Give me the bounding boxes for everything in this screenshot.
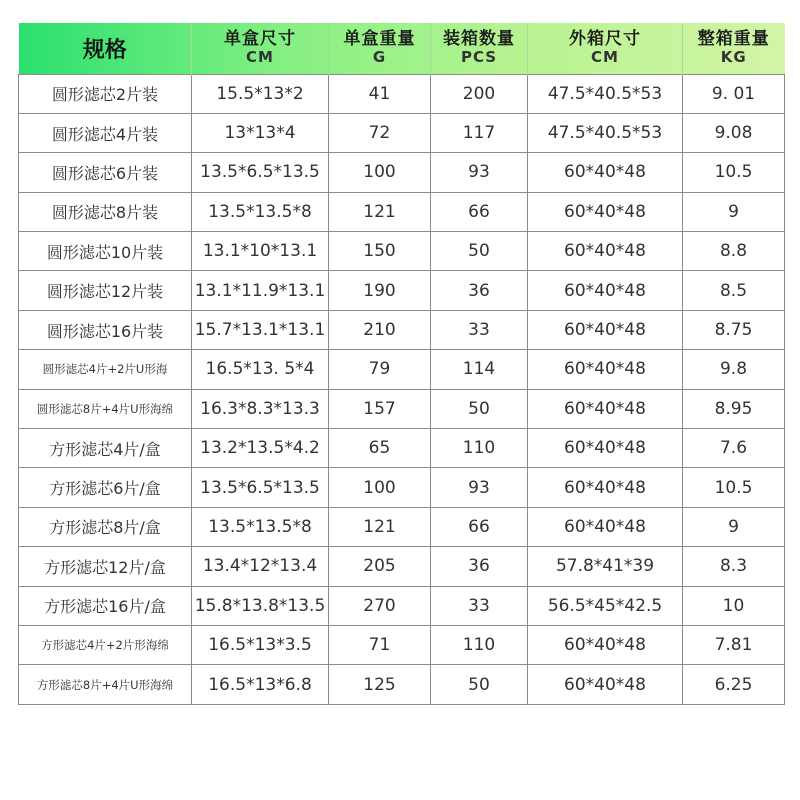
carton-size-cell: 60*40*48 bbox=[528, 232, 683, 271]
header-label: 外箱尺寸 bbox=[569, 29, 641, 50]
spec-cell: 圆形滤芯10片装 bbox=[19, 232, 192, 271]
carton-size-cell: 60*40*48 bbox=[528, 625, 683, 664]
carton-size-cell: 60*40*48 bbox=[528, 192, 683, 231]
box-size-cell: 13.5*6.5*13.5 bbox=[192, 468, 329, 507]
carton-size-cell: 60*40*48 bbox=[528, 468, 683, 507]
header-spec-label: 规格 bbox=[82, 37, 127, 63]
header-unit: CM bbox=[246, 48, 274, 67]
table-row bbox=[19, 74, 785, 113]
carton-size-cell: 47.5*40.5*53 bbox=[528, 74, 683, 113]
carton-weight-cell: 8.75 bbox=[683, 310, 785, 349]
header-label: 单盒尺寸 bbox=[224, 29, 296, 50]
box-weight-cell: 190 bbox=[329, 271, 431, 310]
carton-weight-cell: 9 bbox=[683, 192, 785, 231]
spec-cell: 圆形滤芯2片装 bbox=[19, 74, 192, 113]
spec-cell: 方形滤芯6片/盒 bbox=[19, 468, 192, 507]
box-weight-cell: 210 bbox=[329, 310, 431, 349]
header-label: 装箱数量 bbox=[443, 29, 515, 50]
table-row bbox=[19, 310, 785, 349]
spec-cell: 圆形滤芯6片装 bbox=[19, 153, 192, 192]
carton-weight-cell: 7.6 bbox=[683, 429, 785, 468]
box-size-cell: 13*13*4 bbox=[192, 113, 329, 152]
table-header bbox=[19, 23, 785, 74]
table-row bbox=[19, 271, 785, 310]
table-row bbox=[19, 429, 785, 468]
carton-size-cell: 60*40*48 bbox=[528, 665, 683, 704]
box-weight-cell: 121 bbox=[329, 507, 431, 546]
box-weight-cell: 72 bbox=[329, 113, 431, 152]
header-box-weight bbox=[329, 23, 431, 74]
carton-size-cell: 60*40*48 bbox=[528, 310, 683, 349]
carton-weight-cell: 10.5 bbox=[683, 153, 785, 192]
box-size-cell: 16.5*13. 5*4 bbox=[192, 350, 329, 389]
qty-cell: 93 bbox=[431, 153, 528, 192]
box-weight-cell: 205 bbox=[329, 547, 431, 586]
table-row bbox=[19, 232, 785, 271]
box-weight-cell: 125 bbox=[329, 665, 431, 704]
header-box-size bbox=[192, 23, 329, 74]
spec-cell: 方形滤芯16片/盒 bbox=[19, 586, 192, 625]
header-label: 单盒重量 bbox=[343, 29, 416, 50]
spec-cell: 方形滤芯8片+4片U形海绵 bbox=[19, 665, 192, 704]
box-size-cell: 15.7*13.1*13.1 bbox=[192, 310, 329, 349]
carton-size-cell: 60*40*48 bbox=[528, 429, 683, 468]
spec-cell: 方形滤芯4片/盒 bbox=[19, 429, 192, 468]
carton-size-cell: 56.5*45*42.5 bbox=[528, 586, 683, 625]
header-spec bbox=[19, 23, 192, 74]
spec-cell: 圆形滤芯8片+4片U形海绵 bbox=[19, 389, 192, 428]
qty-cell: 50 bbox=[431, 665, 528, 704]
spec-table bbox=[18, 23, 785, 705]
carton-size-cell: 60*40*48 bbox=[528, 389, 683, 428]
qty-cell: 117 bbox=[431, 113, 528, 152]
carton-weight-cell: 8.8 bbox=[683, 232, 785, 271]
qty-cell: 66 bbox=[431, 507, 528, 546]
box-weight-cell: 79 bbox=[329, 350, 431, 389]
spec-cell: 圆形滤芯12片装 bbox=[19, 271, 192, 310]
box-size-cell: 16.3*8.3*13.3 bbox=[192, 389, 329, 428]
header-unit: PCS bbox=[460, 48, 498, 67]
box-size-cell: 15.8*13.8*13.5 bbox=[192, 586, 329, 625]
carton-size-cell: 57.8*41*39 bbox=[528, 547, 683, 586]
qty-cell: 36 bbox=[431, 271, 528, 310]
carton-weight-cell: 8.95 bbox=[683, 389, 785, 428]
qty-cell: 33 bbox=[431, 310, 528, 349]
carton-weight-cell: 8.5 bbox=[683, 271, 785, 310]
box-weight-cell: 71 bbox=[329, 625, 431, 664]
box-size-cell: 13.4*12*13.4 bbox=[192, 547, 329, 586]
carton-size-cell: 60*40*48 bbox=[528, 271, 683, 310]
spec-cell: 圆形滤芯8片装 bbox=[19, 192, 192, 231]
spec-cell: 圆形滤芯16片装 bbox=[19, 310, 192, 349]
box-size-cell: 16.5*13*6.8 bbox=[192, 665, 329, 704]
qty-cell: 50 bbox=[431, 389, 528, 428]
carton-weight-cell: 9.08 bbox=[683, 113, 785, 152]
table-row bbox=[19, 153, 785, 192]
carton-size-cell: 60*40*48 bbox=[528, 153, 683, 192]
table-row bbox=[19, 468, 785, 507]
qty-cell: 33 bbox=[431, 586, 528, 625]
spec-cell: 方形滤芯8片/盒 bbox=[19, 507, 192, 546]
box-size-cell: 13.1*10*13.1 bbox=[192, 232, 329, 271]
box-weight-cell: 100 bbox=[329, 468, 431, 507]
box-weight-cell: 121 bbox=[329, 192, 431, 231]
spec-cell: 圆形滤芯4片+2片U形海 bbox=[19, 350, 192, 389]
qty-cell: 36 bbox=[431, 547, 528, 586]
header-carton-weight bbox=[683, 23, 785, 74]
box-size-cell: 13.5*13.5*8 bbox=[192, 507, 329, 546]
header-unit: G bbox=[372, 48, 387, 67]
header-row bbox=[19, 23, 785, 74]
carton-weight-cell: 10.5 bbox=[683, 468, 785, 507]
carton-size-cell: 60*40*48 bbox=[528, 507, 683, 546]
header-unit: CM bbox=[591, 48, 619, 67]
table-row bbox=[19, 507, 785, 546]
spec-cell: 圆形滤芯4片装 bbox=[19, 113, 192, 152]
qty-cell: 114 bbox=[431, 350, 528, 389]
spec-cell: 方形滤芯4片+2片形海绵 bbox=[19, 625, 192, 664]
carton-weight-cell: 9 bbox=[683, 507, 785, 546]
box-size-cell: 13.1*11.9*13.1 bbox=[192, 271, 329, 310]
carton-size-cell: 60*40*48 bbox=[528, 350, 683, 389]
qty-cell: 200 bbox=[431, 74, 528, 113]
box-weight-cell: 100 bbox=[329, 153, 431, 192]
table-row bbox=[19, 665, 785, 704]
box-size-cell: 16.5*13*3.5 bbox=[192, 625, 329, 664]
box-size-cell: 13.5*13.5*8 bbox=[192, 192, 329, 231]
header-label: 整箱重量 bbox=[697, 29, 770, 50]
header-unit: KG bbox=[720, 48, 747, 67]
table-row bbox=[19, 625, 785, 664]
table-row bbox=[19, 192, 785, 231]
carton-size-cell: 47.5*40.5*53 bbox=[528, 113, 683, 152]
box-size-cell: 13.2*13.5*4.2 bbox=[192, 429, 329, 468]
qty-cell: 110 bbox=[431, 625, 528, 664]
carton-weight-cell: 7.81 bbox=[683, 625, 785, 664]
box-weight-cell: 150 bbox=[329, 232, 431, 271]
box-weight-cell: 41 bbox=[329, 74, 431, 113]
table-row bbox=[19, 350, 785, 389]
qty-cell: 50 bbox=[431, 232, 528, 271]
carton-weight-cell: 6.25 bbox=[683, 665, 785, 704]
carton-weight-cell: 9.8 bbox=[683, 350, 785, 389]
table-body bbox=[19, 74, 785, 704]
carton-weight-cell: 8.3 bbox=[683, 547, 785, 586]
carton-weight-cell: 10 bbox=[683, 586, 785, 625]
box-size-cell: 15.5*13*2 bbox=[192, 74, 329, 113]
qty-cell: 110 bbox=[431, 429, 528, 468]
header-carton-size bbox=[528, 23, 683, 74]
table-row bbox=[19, 586, 785, 625]
spec-cell: 方形滤芯12片/盒 bbox=[19, 547, 192, 586]
table-row bbox=[19, 389, 785, 428]
box-size-cell: 13.5*6.5*13.5 bbox=[192, 153, 329, 192]
box-weight-cell: 270 bbox=[329, 586, 431, 625]
carton-weight-cell: 9. 01 bbox=[683, 74, 785, 113]
qty-cell: 93 bbox=[431, 468, 528, 507]
table-row bbox=[19, 547, 785, 586]
spec-table-container bbox=[18, 23, 784, 705]
box-weight-cell: 157 bbox=[329, 389, 431, 428]
header-qty bbox=[431, 23, 528, 74]
table-row bbox=[19, 113, 785, 152]
box-weight-cell: 65 bbox=[329, 429, 431, 468]
qty-cell: 66 bbox=[431, 192, 528, 231]
